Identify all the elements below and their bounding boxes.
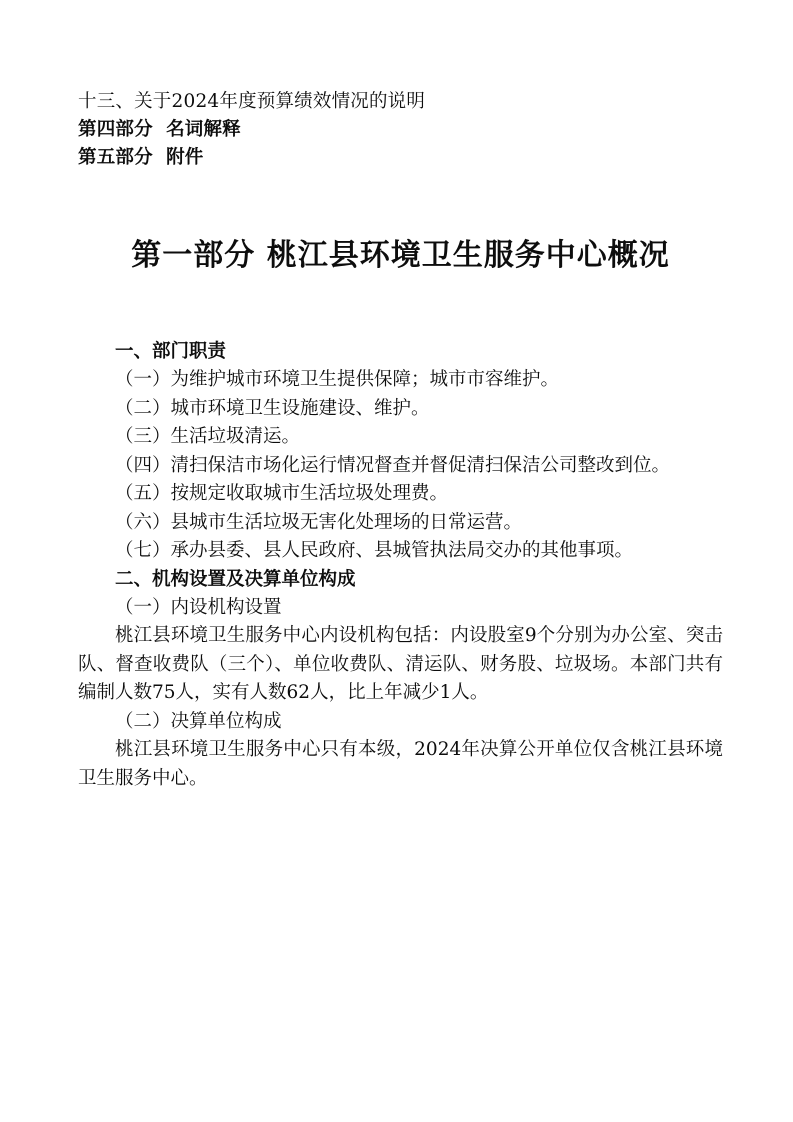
- subsection-title-internal-structure: （一）内设机构设置: [115, 596, 282, 618]
- duty-item-6: （六）县城市生活垃圾无害化处理场的日常运营。: [115, 511, 523, 533]
- toc-part-5: 第五部分 附件: [78, 147, 204, 168]
- section-heading-structure: 二、机构设置及决算单位构成: [115, 568, 356, 590]
- subsection-body-unit-composition: 桃江县环境卫生服务中心只有本级，2024年决算公开单位仅含桃江县环境卫生服务中心。: [78, 739, 723, 789]
- subsection-title-unit-composition: （二）决算单位构成: [115, 710, 282, 732]
- duty-item-3: （三）生活垃圾清运。: [115, 426, 301, 447]
- page-content: [78, 88, 723, 793]
- page-title: 第一部分 桃江县环境卫生服务中心概况: [131, 238, 670, 273]
- duty-item-7: （七）承办县委、县人民政府、县城管执法局交办的其他事项。: [115, 540, 634, 561]
- toc-part-4: 第四部分 名词解释: [78, 119, 241, 140]
- toc-item-13: 十三、关于2024年度预算绩效情况的说明: [78, 91, 426, 112]
- spacer-before-title: [78, 172, 723, 234]
- subsection-body-internal-structure: 桃江县环境卫生服务中心内设机构包括：内设股室9个分别为办公室、突击队、督查收费队（三个）、单位收费队、清运队、财务股、垃圾场。本部门共有编制人数75人，实有人数62人，比上年减少1人。: [78, 625, 723, 703]
- section-heading-duties: 一、部门职责: [115, 341, 227, 362]
- duty-item-4: （四）清扫保洁市场化运行情况督查并督促清扫保洁公司整改到位。: [115, 454, 671, 476]
- duty-item-5: （五）按规定收取城市生活垃圾处理费。: [115, 483, 449, 504]
- duty-item-2: （二）城市环境卫生设施建设、维护。: [115, 397, 430, 419]
- spacer-after-title: [78, 278, 723, 338]
- duty-item-1: （一）为维护城市环境卫生提供保障；城市市容维护。: [115, 369, 560, 390]
